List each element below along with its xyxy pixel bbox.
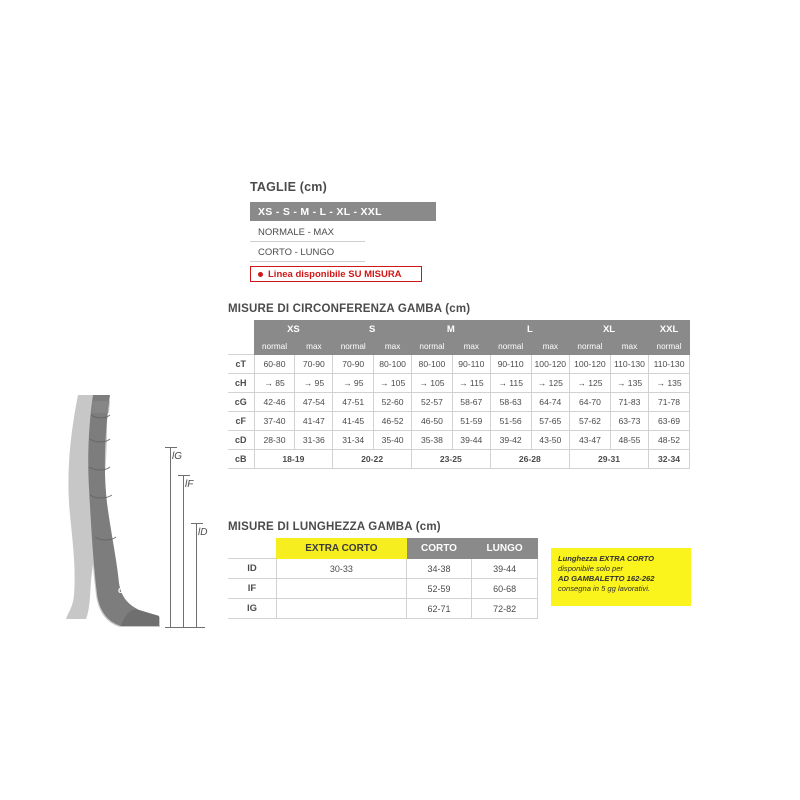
row-label-lf: lF (228, 579, 277, 599)
cell-cg-9: 71-83 (610, 393, 648, 412)
dim-tick-lf-top (178, 475, 190, 476)
cell-cf-4: 46-50 (411, 412, 452, 431)
cell-ct-6: 90-110 (490, 355, 531, 374)
cell-ld-extracorto: 30-33 (277, 559, 407, 579)
subheader-0: normal (254, 339, 295, 355)
note-line-3: AD GAMBALETTO 162-262 (558, 574, 655, 584)
bullet-icon (258, 272, 263, 277)
dim-baseline (165, 627, 205, 628)
cell-ch-7: → 125 (531, 374, 569, 393)
cell-cd-2: 31-34 (333, 431, 374, 450)
cell-ch-3: → 105 (374, 374, 412, 393)
row-label-lg: lG (228, 599, 277, 619)
corner-cell-2 (228, 339, 254, 355)
cell-ch-10: → 135 (649, 374, 690, 393)
cell-cf-7: 57-65 (531, 412, 569, 431)
cell-cg-6: 58-63 (490, 393, 531, 412)
cell-ch-1: → 95 (295, 374, 333, 393)
length-header-extra-corto: EXTRA CORTO (277, 539, 407, 559)
cell-lg-lungo: 72-82 (472, 599, 538, 619)
cell-cg-5: 58-67 (452, 393, 490, 412)
row-label-ld: lD (228, 559, 277, 579)
cell-ct-7: 100-120 (531, 355, 569, 374)
cell-cg-10: 71-78 (649, 393, 690, 412)
dim-tick-lg-top (165, 447, 177, 448)
cell-ct-5: 90-110 (452, 355, 490, 374)
cell-ct-1: 70-90 (295, 355, 333, 374)
length-table (228, 538, 538, 619)
length-header-corto: CORTO (406, 539, 471, 559)
cell-ct-4: 80-100 (411, 355, 452, 374)
subheader-6: normal (490, 339, 531, 355)
subheader-8: normal (569, 339, 610, 355)
cell-cd-10: 48-52 (649, 431, 690, 450)
leg-label-cg: cG (110, 447, 123, 457)
table-header-sizes (228, 321, 690, 339)
cell-ch-2: → 95 (333, 374, 374, 393)
cell-cb-xl: 29-31 (569, 450, 648, 469)
cell-ct-10: 110-130 (649, 355, 690, 374)
cell-ch-5: → 115 (452, 374, 490, 393)
note-line-4: consegna in 5 gg lavorativi. (558, 584, 651, 594)
cell-ct-8: 100-120 (569, 355, 610, 374)
cell-ct-2: 70-90 (333, 355, 374, 374)
cell-cf-5: 51-59 (452, 412, 490, 431)
length-header-row (228, 539, 538, 559)
cell-cf-1: 41-47 (295, 412, 333, 431)
size-header-l: L (490, 321, 569, 339)
subheader-10: normal (649, 339, 690, 355)
table-row (228, 393, 690, 412)
circumference-table (228, 320, 690, 469)
cell-cd-5: 39-44 (452, 431, 490, 450)
cell-cb-xxl: 32-34 (649, 450, 690, 469)
custom-line-label: Linea disponibile SU MISURA (268, 268, 402, 280)
size-header-xl: XL (569, 321, 648, 339)
cell-cb-s: 20-22 (333, 450, 412, 469)
cell-cg-3: 52-60 (374, 393, 412, 412)
table-header-normal-max (228, 339, 690, 355)
table-row (228, 579, 538, 599)
cell-cf-2: 41-45 (333, 412, 374, 431)
subheader-4: normal (411, 339, 452, 355)
cell-ch-4: → 105 (411, 374, 452, 393)
row-label-cd: cD (228, 431, 254, 450)
subheader-3: max (374, 339, 412, 355)
cell-cd-7: 43-50 (531, 431, 569, 450)
cell-ch-6: → 115 (490, 374, 531, 393)
cell-cd-6: 39-42 (490, 431, 531, 450)
cell-ld-corto: 34-38 (406, 559, 471, 579)
row-label-ch: cH (228, 374, 254, 393)
cell-ch-0: → 85 (254, 374, 295, 393)
subheader-9: max (610, 339, 648, 355)
cell-cf-10: 63-69 (649, 412, 690, 431)
cell-cd-4: 35-38 (411, 431, 452, 450)
note-line-1: Lunghezza EXTRA CORTO (558, 554, 655, 563)
length-header-lungo: LUNGO (472, 539, 538, 559)
dim-line-ld (196, 523, 197, 627)
custom-line-badge (250, 266, 422, 282)
size-header-xxl: XXL (649, 321, 690, 339)
cell-cg-0: 42-46 (254, 393, 295, 412)
cell-cg-4: 52-57 (411, 393, 452, 412)
leg-diagram (60, 395, 230, 640)
taglie-title: TAGLIE (cm) (250, 180, 327, 194)
row-label-cb: cB (228, 450, 254, 469)
cell-cb-l: 26-28 (490, 450, 569, 469)
leg-label-cb: cB (118, 585, 130, 595)
cell-ld-lungo: 39-44 (472, 559, 538, 579)
leg-label-cf: cF (108, 474, 119, 484)
cell-cd-0: 28-30 (254, 431, 295, 450)
note-line-2: disponibile solo per (558, 564, 624, 574)
subheader-1: max (295, 339, 333, 355)
dim-label-ld: lD (198, 527, 208, 538)
row-label-cg: cG (228, 393, 254, 412)
row-label-ct: cT (228, 355, 254, 374)
cell-cd-8: 43-47 (569, 431, 610, 450)
cell-cg-8: 64-70 (569, 393, 610, 412)
cell-cd-1: 31-36 (295, 431, 333, 450)
row-label-cf: cF (228, 412, 254, 431)
cell-cf-0: 37-40 (254, 412, 295, 431)
cell-cd-3: 35-40 (374, 431, 412, 450)
cell-cg-7: 64-74 (531, 393, 569, 412)
cell-lg-extracorto (277, 599, 407, 619)
cell-cg-2: 47-51 (333, 393, 374, 412)
cell-cf-6: 51-56 (490, 412, 531, 431)
size-header-s: S (333, 321, 412, 339)
table-row (228, 450, 690, 469)
dim-line-lg (170, 447, 171, 627)
table-row (228, 431, 690, 450)
cell-ct-3: 80-100 (374, 355, 412, 374)
dim-line-lf (183, 475, 184, 627)
cell-cg-1: 47-54 (295, 393, 333, 412)
length-corner-cell (228, 539, 277, 559)
cell-cf-8: 57-62 (569, 412, 610, 431)
length-title: MISURE DI LUNGHEZZA GAMBA (cm) (228, 521, 441, 533)
size-header-xs: XS (254, 321, 333, 339)
table-row (228, 599, 538, 619)
dim-label-lg: lG (172, 451, 182, 462)
subheader-5: max (452, 339, 490, 355)
corner-cell (228, 321, 254, 339)
table-row (228, 559, 538, 579)
leg-label-ct: cT (118, 397, 129, 407)
taglie-sizes-bar: XS - S - M - L - XL - XXL (250, 202, 436, 221)
cell-ct-0: 60-80 (254, 355, 295, 374)
leg-label-cd: cD (113, 522, 125, 532)
cell-cf-3: 46-52 (374, 412, 412, 431)
cell-cb-m: 23-25 (411, 450, 490, 469)
cell-cd-9: 48-55 (610, 431, 648, 450)
cell-ch-8: → 125 (569, 374, 610, 393)
taglie-row-corto-lungo: CORTO - LUNGO (250, 247, 365, 262)
cell-cb-xs: 18-19 (254, 450, 333, 469)
table-row (228, 374, 690, 393)
leg-label-ch: cH (115, 420, 127, 430)
cell-ct-9: 110-130 (610, 355, 648, 374)
cell-lf-extracorto (277, 579, 407, 599)
leg-illustration-svg (60, 395, 230, 640)
table-row (228, 355, 690, 374)
cell-lf-corto: 52-59 (406, 579, 471, 599)
table-row (228, 412, 690, 431)
cell-ch-9: → 135 (610, 374, 648, 393)
dim-tick-ld-top (191, 523, 203, 524)
cell-cf-9: 63-73 (610, 412, 648, 431)
subheader-2: normal (333, 339, 374, 355)
taglie-row-normale-max: NORMALE - MAX (250, 227, 365, 242)
cell-lg-corto: 62-71 (406, 599, 471, 619)
dim-label-lf: lF (185, 479, 194, 490)
subheader-7: max (531, 339, 569, 355)
extra-corto-note (551, 548, 691, 606)
size-header-m: M (411, 321, 490, 339)
circumference-title: MISURE DI CIRCONFERENZA GAMBA (cm) (228, 303, 471, 315)
cell-lf-lungo: 60-68 (472, 579, 538, 599)
